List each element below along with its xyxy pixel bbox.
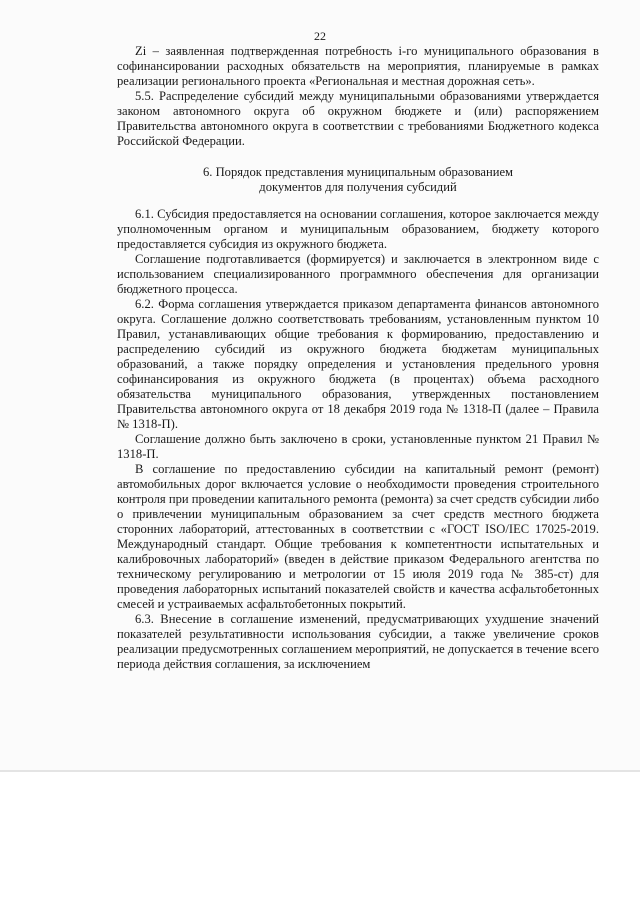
paragraph-electronic-form: Соглашение подготавливается (формируется) и заключается в электронном виде с использованием специализированного программного обеспечения для организации бюджетного процесса. <box>117 252 599 296</box>
section-heading-line-2: документов для получения субсидий <box>259 180 457 194</box>
section-heading <box>117 165 599 195</box>
page-number: 22 <box>314 29 326 43</box>
paragraph-road-repair: В соглашение по предоставлению субсидии на капитальный ремонт (ремонт) автомобильных дорог включается условие о необходимости проведения строительного контроля при проведении капитального ремонта (ремонта) за счет средств субсидии либо о привлечении муниципальным образованием за счет средств местного бюджета сторонних лабораторий, аттестованных в соответствии с «ГОСТ ISO/IEC 17025-2019. Международный стандарт. Общие требования к компетентности испытательных и калибровочных лабораторий» (введен в действие приказом Федерального агентства по техническому регулированию и метрологии от 15 июля 2019 года № 385-ст) для проведения лабораторных испытаний показателей свойств и качества асфальтобетонных смесей и устраиваемых асфальтобетонных покрытий. <box>117 462 599 611</box>
section-heading-line-1: 6. Порядок представления муниципальным образованием <box>202 165 514 179</box>
paragraph-5-5: 5.5. Распределение субсидий между муниципальными образованиями утверждается законом автономного округа об окружном бюджете и (или) распоряжением Правительства автономного округа в соответствии с требованиями Бюджетного кодекса Российской Федерации. <box>117 89 599 148</box>
paragraph-6-1: 6.1. Субсидия предоставляется на основании соглашения, которое заключается между уполномоченным органом и муниципальным образованием, бюджету которого предоставляется субсидия из окружного бюджета. <box>117 207 599 251</box>
paragraph-6-3: 6.3. Внесение в соглашение изменений, предусматривающих ухудшение значений показателей результативности использования субсидии, а также увеличение сроков реализации предусмотренных соглашением мероприятий, не допускается в течение всего периода действия соглашения, за исключением <box>117 612 599 671</box>
paragraph-formula-legend: Zi – заявленная подтвержденная потребность i-го муниципального образования в софинансировании расходных обязательств на мероприятия, планируемые в рамках реализации регионального проекта «Региональная и местная дорожная сеть». <box>117 44 599 88</box>
scan-edge <box>0 770 640 772</box>
document-body <box>117 44 599 672</box>
paragraph-6-2: 6.2. Форма соглашения утверждается приказом департамента финансов автономного округа. Соглашение должно соответствовать требованиям, установленным пунктом 10 Правил, устанавливающих общие требования к формированию, предоставлению и распределению субсидий из окружного бюджета бюджетам муниципальных образований, а также порядку определения и установления предельного уровня софинансирования из окружного бюджета (в процентах) объема расходного обязательства муниципального образования, утвержденных постановлением Правительства автономного округа от 18 декабря 2019 года № 1318-П (далее – Правила № 1318-П). <box>117 297 599 431</box>
paragraph-deadline: Соглашение должно быть заключено в сроки, установленные пунктом 21 Правил № 1318-П. <box>117 432 599 461</box>
